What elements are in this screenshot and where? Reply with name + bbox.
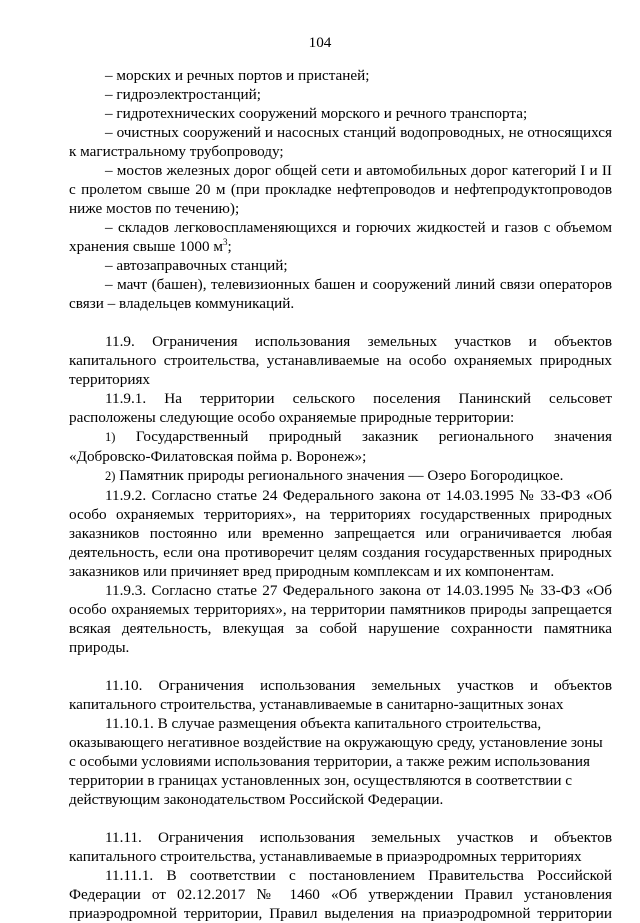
list-item-text: – складов легковоспламеняющихся и горючих жидкостей и газов с объемом хранения свыше 1000 м — [69, 219, 612, 255]
item-number: 2) — [105, 469, 116, 483]
section-heading-11-11: 11.11. Ограничения использования земельных участков и объектов капитального строительства, устанавливаемые в приаэродромных территориях — [69, 829, 612, 865]
paragraph: 11.9.1. На территории сельского поселения Панинский сельсовет расположены следующие особо охраняемые природные территории: — [69, 390, 612, 426]
list-item-punct: ; — [227, 238, 232, 255]
paragraph: 11.10.1. В случае размещения объекта капитального строительства, оказывающего негативное воздействие на окружающую среду, установление зоны с особыми условиями использования территории, а также режим использования территории в границах установленных зон, осуществляются в соответствии с действующим законодательством Российской Федерации. — [69, 715, 603, 808]
list-item: – очистных сооружений и насосных станций водопроводных, не относящихся к магистральному трубопроводу; — [69, 124, 612, 160]
list-item: – гидроэлектростанций; — [105, 86, 262, 103]
paragraph: 11.11.1. В соответствии с постановлением Правительства Российской Федерации от 02.12.2017 № 1460 «Об утверждении Правил установления приаэродромной территории, Правил выделения на приаэродромной территории — [69, 867, 612, 922]
numbered-item — [69, 466, 612, 486]
list-item: – гидротехнических сооружений морского и речного транспорта; — [105, 105, 528, 122]
list-item: – мостов железных дорог общей сети и автомобильных дорог категорий I и II с пролетом свыше 20 м (при прокладке нефтепроводов и нефтепродуктопроводов ниже мостов по течению); — [69, 162, 612, 217]
page-number: 104 — [308, 34, 332, 51]
paragraph: 11.9.3. Согласно статье 27 Федерального закона от 14.03.1995 № 33-ФЗ «Об особо охраняемых территориях», на территории памятников природы запрещается всякая деятельность, влекущая за собой нарушение сохранности памятника природы. — [69, 582, 612, 656]
document-body — [69, 66, 612, 923]
list-item: – морских и речных портов и пристаней; — [105, 67, 370, 84]
section-heading-11-10: 11.10. Ограничения использования земельных участков и объектов капитального строительства, устанавливаемые в санитарно-защитных зонах — [69, 677, 612, 713]
list-item: – автозаправочных станций; — [105, 257, 288, 274]
superscript: 3 — [222, 236, 228, 247]
item-number: 1) — [105, 430, 116, 444]
numbered-item — [69, 427, 612, 466]
section-heading-11-9: 11.9. Ограничения использования земельных участков и объектов капитального строительства, устанавливаемые на особо охраняемых природных территориях — [69, 333, 612, 388]
paragraph: 11.9.2. Согласно статье 24 Федерального закона от 14.03.1995 № 33-ФЗ «Об особо охраняемых территориях», на территориях государственных природных заказников постоянно или временно запрещается или ограничивается любая деятельность, если она противоречит целям создания государственных природных заказников или причиняет вред природным комплексам и их компонентам. — [69, 487, 612, 580]
item-text: Памятник природы регионального значения — Озеро Богородицкое. — [119, 467, 564, 484]
list-item — [69, 218, 612, 256]
item-text: Государственный природный заказник регионального значения «Добровско-Филатовская пойма р. Воронеж»; — [69, 428, 612, 465]
list-item: – мачт (башен), телевизионных башен и сооружений линий связи операторов связи – владельцев коммуникаций. — [69, 276, 612, 312]
